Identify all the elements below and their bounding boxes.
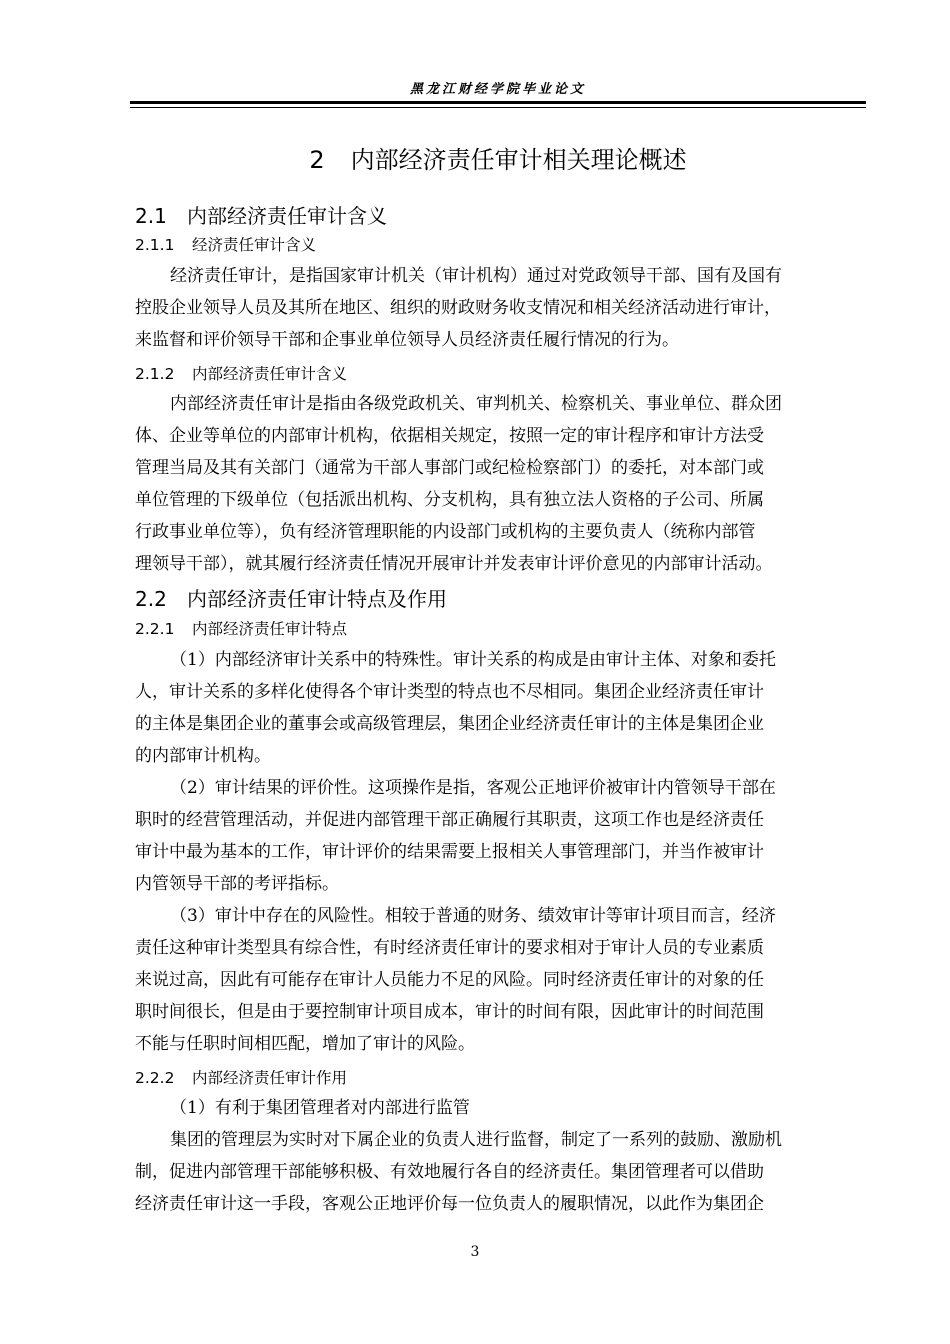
section-heading-2-2: 2.2 内部经济责任审计特点及作用 <box>135 587 447 611</box>
paragraph-line: 内管领导干部的考评指标。 <box>135 874 339 894</box>
paragraph-line: 理领导干部），就其履行经济责任情况开展审计并发表审计评价意见的内部审计活动。 <box>135 554 773 574</box>
paragraph-line: 经济责任审计这一手段，客观公正地评价每一位负责人的履职情况，以此作为集团企 <box>135 1194 764 1214</box>
page-number: 3 <box>470 1244 480 1260</box>
subsection-heading-2-2-1: 2.2.1 内部经济责任审计特点 <box>135 620 348 638</box>
paragraph-line: 体、企业等单位的内部审计机构，依据相关规定，按照一定的审计程序和审计方法受 <box>135 426 764 446</box>
paragraph-line: （1）内部经济审计关系中的特殊性。审计关系的构成是由审计主体、对象和委托 <box>170 650 776 670</box>
list-item: （1）有利于集团管理者对内部进行监管 <box>170 1098 470 1118</box>
subsection-heading-2-1-1: 2.1.1 经济责任审计含义 <box>135 236 317 254</box>
section-heading-2-1: 2.1 内部经济责任审计含义 <box>135 204 387 228</box>
paragraph-line: 行政事业单位等），负有经济管理职能的内设部门或机构的主要负责人（统称内部管 <box>135 522 756 542</box>
paragraph-line: 来监督和评价领导干部和企事业单位领导人员经济责任履行情况的行为。 <box>135 330 679 350</box>
paragraph-line: 来说过高，因此有可能存在审计人员能力不足的风险。同时经济责任审计的对象的任 <box>135 970 764 990</box>
paragraph-line: 职时的经营管理活动，并促进内部管理干部正确履行其职责，这项工作也是经济责任 <box>135 810 764 830</box>
subsection-heading-2-2-2: 2.2.2 内部经济责任审计作用 <box>135 1069 348 1087</box>
paragraph-line: （3）审计中存在的风险性。相较于普通的财务、绩效审计等审计项目而言，经济 <box>170 906 776 926</box>
header-rule-thick <box>130 101 866 104</box>
chapter-title <box>130 140 866 175</box>
header-rule-thin <box>130 107 866 108</box>
running-header: 黑龙江财经学院毕业论文 <box>409 82 586 97</box>
paragraph-line: 经济责任审计，是指国家审计机关（审计机构）通过对党政领导干部、国有及国有 <box>170 266 782 286</box>
paragraph-line: 责任这种审计类型具有综合性，有时经济责任审计的要求相对于审计人员的专业素质 <box>135 938 764 958</box>
paragraph-line: 审计中最为基本的工作，审计评价的结果需要上报相关人事管理部门，并当作被审计 <box>135 842 764 862</box>
subsection-heading-2-1-2: 2.1.2 内部经济责任审计含义 <box>135 365 348 383</box>
paragraph-line: 制，促进内部管理干部能够积极、有效地履行各自的经济责任。集团管理者可以借助 <box>135 1162 764 1182</box>
paragraph-line: 集团的管理层为实时对下属企业的负责人进行监督，制定了一系列的鼓励、激励机 <box>170 1130 782 1150</box>
paragraph-line: （2）审计结果的评价性。这项操作是指，客观公正地评价被审计内管领导干部在 <box>170 778 776 798</box>
chapter-number: 2 <box>309 146 325 174</box>
paragraph-line: 的内部审计机构。 <box>135 746 271 766</box>
paragraph-line: 管理当局及其有关部门（通常为干部人事部门或纪检检察部门）的委托，对本部门或 <box>135 458 764 478</box>
paragraph-line: 人，审计关系的多样化使得各个审计类型的特点也不尽相同。集团企业经济责任审计 <box>135 682 764 702</box>
paragraph-line: 的主体是集团企业的董事会或高级管理层，集团企业经济责任审计的主体是集团企业 <box>135 714 764 734</box>
paragraph-line: 内部经济责任审计是指由各级党政机关、审判机关、检察机关、事业单位、群众团 <box>170 394 782 414</box>
paragraph-line: 职时间很长，但是由于要控制审计项目成本，审计的时间有限，因此审计的时间范围 <box>135 1002 764 1022</box>
chapter-title-text: 内部经济责任审计相关理论概述 <box>350 146 687 174</box>
paragraph-line: 控股企业领导人员及其所在地区、组织的财政财务收支情况和相关经济活动进行审计， <box>135 298 781 318</box>
paragraph-line: 不能与任职时间相匹配，增加了审计的风险。 <box>135 1034 475 1054</box>
paragraph-line: 单位管理的下级单位（包括派出机构、分支机构，具有独立法人资格的子公司、所属 <box>135 490 764 510</box>
